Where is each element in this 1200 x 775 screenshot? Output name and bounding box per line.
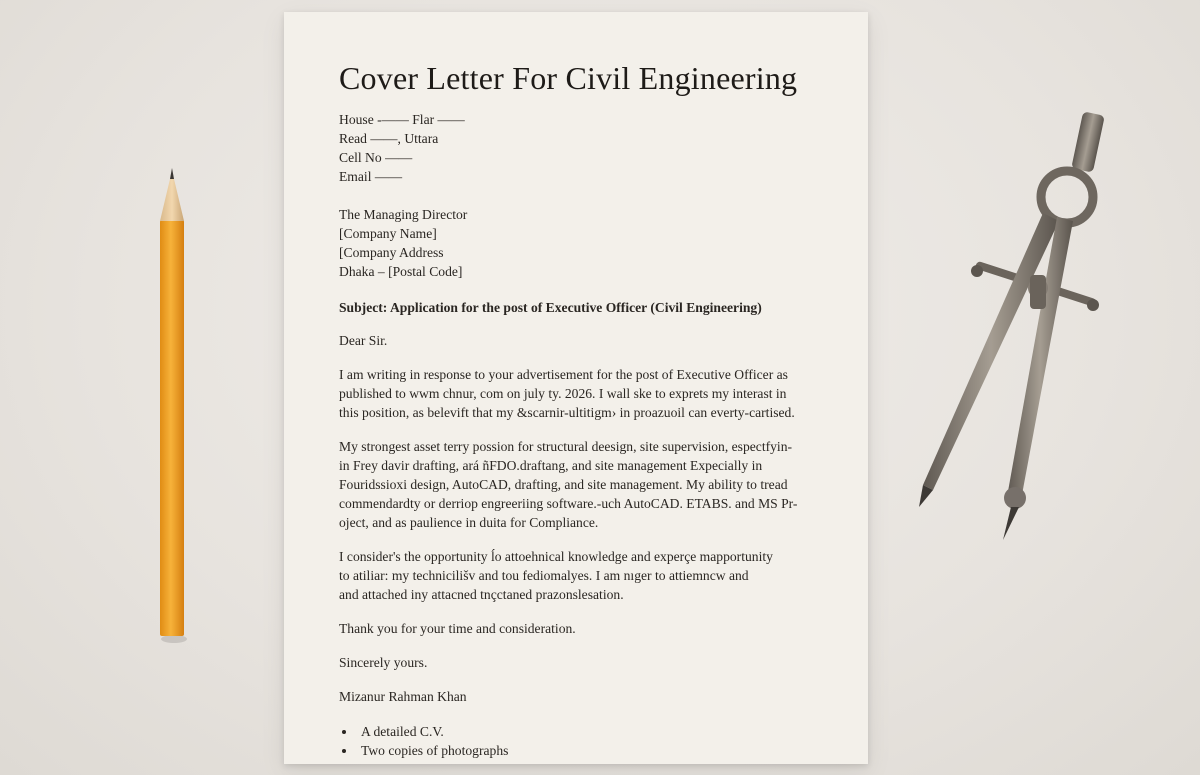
sender-line: Read ——, Uttara [339,131,439,146]
recipient-line: [Company Name] [339,226,437,241]
sender-line: House -—— Flar —— [339,112,465,127]
paragraph-line: commendardty or derriop engreeriing software.-uch AutoCAD. ETABS. and MS Pr- [339,496,798,511]
paragraph-line: in Frey davir drafting, ará ñFDO.draftang, and site management Expecially in [339,458,763,473]
paragraph-line: published to wwm chnur, com on july ty. 2026. I wall ske to exprets my interast in [339,386,787,401]
paragraph-line: Fouridssioxi design, AutoCAD, drafting, and site management. My ability to tread [339,477,788,492]
salutation: Dear Sir. [339,333,388,348]
pencil-icon [150,165,190,645]
sender-address [339,110,828,186]
paragraph-line: to atiliar: my technicilišv and tou fediomalyes. I am nıger to attiemncw and [339,568,749,583]
sender-line: Email —— [339,169,403,184]
recipient-line: The Managing Director [339,207,468,222]
paragraph-intro [339,365,828,422]
enclosure-item: • Two copies of photographs [357,741,828,760]
recipient-line: [Company Address [339,245,444,260]
thanks-line: Thank you for your time and consideration. [339,621,576,636]
paragraph-line: oject, and as paulience in duita for Compliance. [339,515,599,530]
signature-name: Mizanur Rahman Khan [339,689,467,704]
recipient-line: Dhaka – [Postal Code] [339,264,463,279]
closing-line: Sincerely yours. [339,655,428,670]
paragraph-line: I consider's the opportunity ĺo attoehnical knowledge and experçe mapportunity [339,549,773,564]
paragraph-opportunity [339,547,828,604]
paragraph-line: and attached iny attacned tnçctaned prazonslesation. [339,587,624,602]
enclosure-list [339,722,828,760]
paragraph-line: My strongest asset terry possion for structural deesign, site supervision, espectfyin- [339,439,793,454]
letter-subject: Subject: Application for the post of Executive Officer (Civil Engineering) [339,300,762,315]
paragraph-line: I am writing in response to your advertisement for the post of Executive Officer as [339,367,788,382]
enclosure-item: • A detailed C.V. [357,722,828,741]
sender-line: Cell No —— [339,150,413,165]
paragraph-line: this position, as belevift that my &scarnir-ultitigm› in proazuoil can everty-cartised. [339,405,795,420]
cover-letter-document [284,12,868,764]
paragraph-skills [339,437,828,532]
drafting-compass-icon [905,105,1105,545]
letter-title: Cover Letter For Civil Engineering [339,60,798,96]
recipient-address [339,205,828,281]
